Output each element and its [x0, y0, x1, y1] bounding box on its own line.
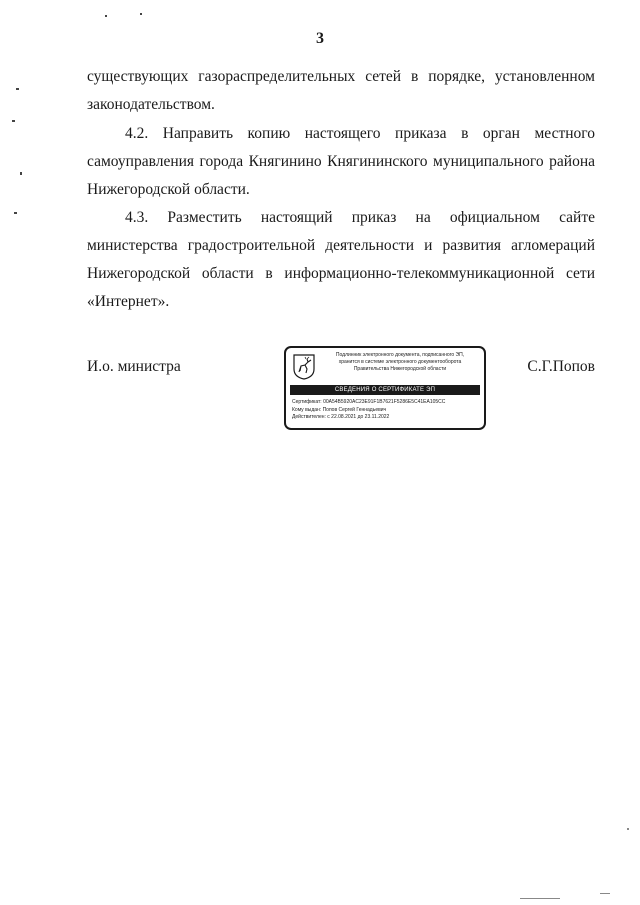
nizhny-novgorod-deer-emblem-icon	[293, 354, 315, 380]
scan-mark	[12, 120, 15, 122]
stamp-header	[290, 352, 480, 384]
issued-to-label: Кому выдан:	[292, 406, 322, 413]
issued-to-value: Попов Сергей Геннадьевич	[322, 406, 387, 413]
issued-to-row	[292, 407, 480, 415]
scan-mark	[20, 172, 22, 175]
stamp-intro-line: хранится в системе электронного документооборота	[338, 359, 462, 365]
validity-label: Действителен:	[292, 414, 326, 420]
stamp-intro-text	[318, 352, 482, 373]
scan-mark	[600, 893, 610, 894]
item-4-3-block	[87, 204, 595, 316]
validity-row	[292, 414, 480, 422]
certificate-value: 00A54B5920AC23E91F1B7621F5286E5C41EA105CC	[323, 399, 446, 405]
stamp-certificate-details	[292, 399, 480, 422]
item-4-2-block	[87, 120, 595, 204]
paragraph-item-4-3: 4.3. Разместить настоящий приказ на официальном сайте министерства градостроительной деятельности и развития агломераций Нижегородской области в информационно-телекоммуникационной сети «Интернет».	[87, 209, 595, 310]
validity-value: с 22.08.2021 до 23.11.2022	[327, 414, 390, 420]
page-number: 3	[316, 30, 324, 47]
stamp-intro-line: Подлинник электронного документа, подписанного ЭП,	[335, 352, 465, 358]
scan-mark	[520, 898, 560, 899]
electronic-signature-stamp	[284, 346, 486, 430]
scan-mark	[16, 88, 19, 90]
stamp-intro-line: Правительства Нижегородской области	[353, 366, 447, 372]
paragraph-item-4-2: 4.2. Направить копию настоящего приказа в орган местного самоуправления города Княгинино Княгининского муниципального района Нижегородской области.	[87, 125, 595, 198]
certificate-label: Сертификат:	[292, 399, 322, 405]
scan-mark	[105, 15, 107, 17]
document-body	[87, 63, 595, 119]
paragraph-continuation: существующих газораспределительных сетей в порядке, установленном законодательством.	[87, 68, 595, 113]
scan-mark	[627, 828, 629, 830]
signer-title: И.о. министра	[87, 358, 181, 375]
scan-mark	[14, 212, 17, 214]
scan-mark	[140, 13, 142, 15]
signer-name: С.Г.Попов	[527, 358, 595, 375]
stamp-banner: СВЕДЕНИЯ О СЕРТИФИКАТЕ ЭП	[290, 385, 480, 395]
certificate-row	[292, 399, 480, 407]
